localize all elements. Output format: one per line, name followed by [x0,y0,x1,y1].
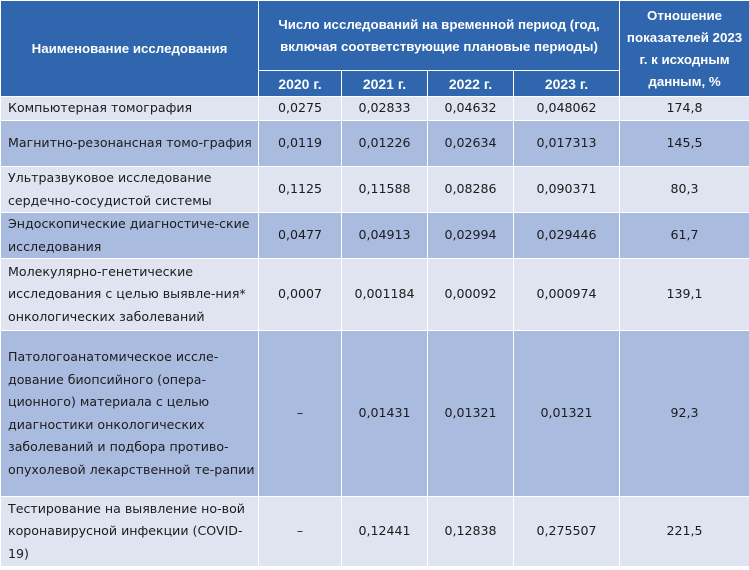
value-2020: 0,0119 [259,121,342,167]
value-2021: 0,11588 [342,167,428,213]
header-year-2021: 2021 г. [342,71,428,97]
value-2021: 0,04913 [342,213,428,259]
value-2023: 0,000974 [514,259,620,331]
table-row [1,259,749,331]
value-2023: 0,275507 [514,497,620,567]
header-research-name: Наименование исследования [1,1,259,97]
row-name: Патологоанатомическое иссле-дование биопсийного (опера-ционного) материала с целью диагностики онкологических заболеваний и подбора противо-опухолевой лекарственной те-рапии [1,331,259,497]
row-name: Тестирование на выявление но-вой коронавирусной инфекции (COVID-19) [1,497,259,567]
value-ratio: 174,8 [620,97,749,121]
value-2022: 0,02634 [428,121,514,167]
value-2022: 0,04632 [428,97,514,121]
table-row [1,331,749,497]
value-2021: 0,01226 [342,121,428,167]
table-row [1,167,749,213]
value-2020: 0,0275 [259,97,342,121]
row-name: Эндоскопические диагностиче-ские исследования [1,213,259,259]
value-2020: – [259,331,342,497]
row-name: Магнитно-резонансная томо-графия [1,121,259,167]
value-2020: 0,0477 [259,213,342,259]
value-ratio: 61,7 [620,213,749,259]
value-ratio: 145,5 [620,121,749,167]
value-2023: 0,048062 [514,97,620,121]
value-2022: 0,12838 [428,497,514,567]
value-2020: – [259,497,342,567]
header-ratio: Отношение показателей 2023 г. к исходным данным, % [620,1,749,97]
row-name: Молекулярно-генетические исследования с целью выявле-ния* онкологических заболеваний [1,259,259,331]
row-name: Ультразвуковое исследование сердечно-сосудистой системы [1,167,259,213]
value-2021: 0,001184 [342,259,428,331]
value-2023: 0,090371 [514,167,620,213]
value-2021: 0,12441 [342,497,428,567]
value-2023: 0,017313 [514,121,620,167]
header-year-2023: 2023 г. [514,71,620,97]
row-name: Компьютерная томография [1,97,259,121]
value-ratio: 92,3 [620,331,749,497]
value-2020: 0,0007 [259,259,342,331]
value-2021: 0,01431 [342,331,428,497]
table-row [1,213,749,259]
table-row [1,97,749,121]
value-2022: 0,01321 [428,331,514,497]
table-row [1,497,749,567]
value-ratio: 139,1 [620,259,749,331]
value-ratio: 80,3 [620,167,749,213]
value-2022: 0,08286 [428,167,514,213]
value-2023: 0,029446 [514,213,620,259]
value-ratio: 221,5 [620,497,749,567]
header-year-2020: 2020 г. [259,71,342,97]
value-2022: 0,00092 [428,259,514,331]
value-2022: 0,02994 [428,213,514,259]
value-2021: 0,02833 [342,97,428,121]
value-2020: 0,1125 [259,167,342,213]
table-row [1,121,749,167]
header-period-group: Число исследований на временной период (год, включая соответствующие плановые периоды) [259,1,620,71]
header-year-2022: 2022 г. [428,71,514,97]
value-2023: 0,01321 [514,331,620,497]
